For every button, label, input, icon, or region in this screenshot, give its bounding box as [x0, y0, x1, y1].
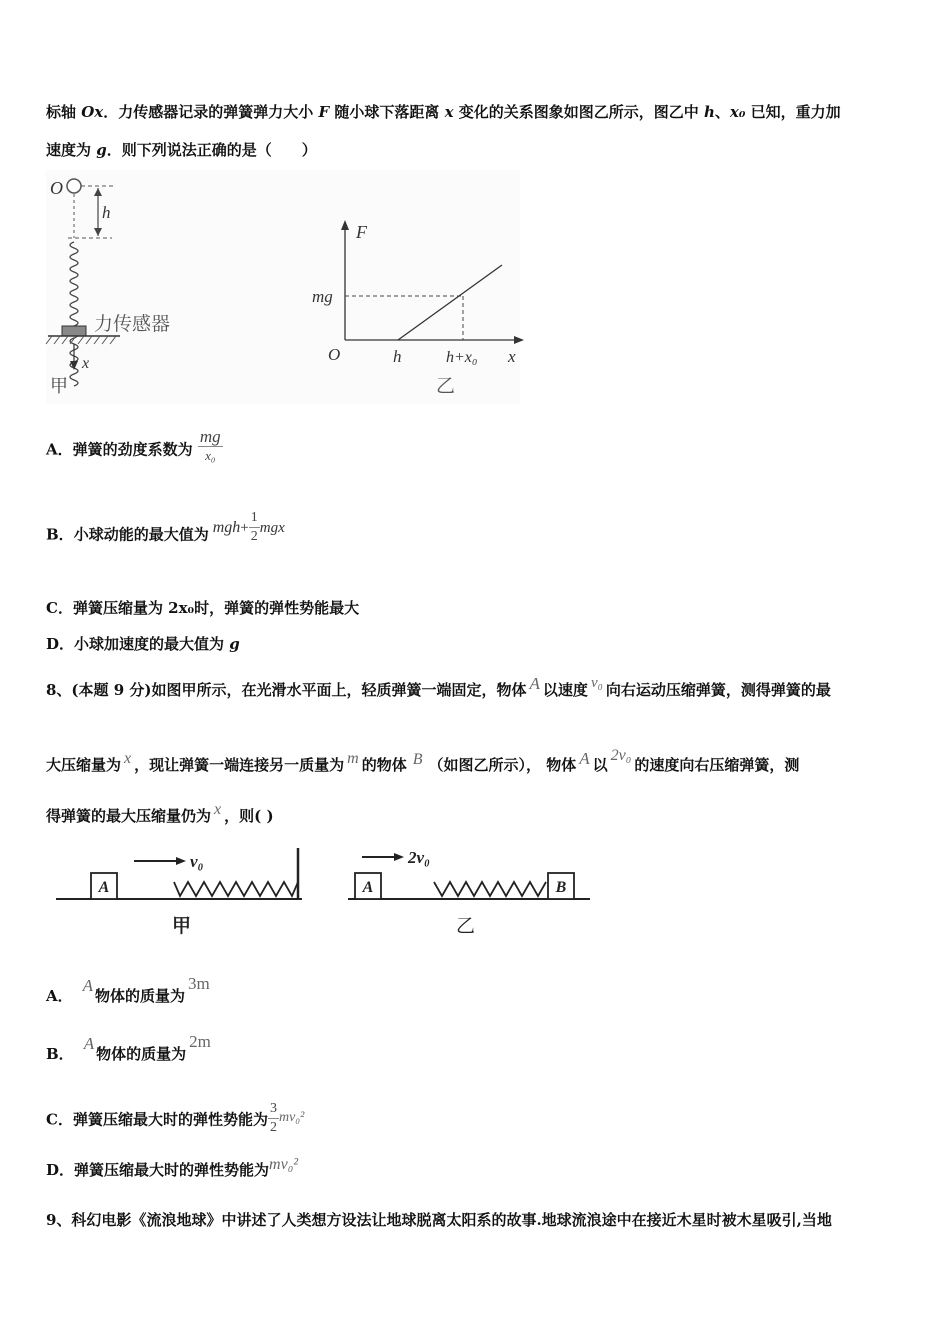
q9-line: 9、科幻电影《流浪地球》中讲述了人类想方设法让地球脱离太阳系的故事.地球流浪途中在接近木星时被木星吸引,当地 — [46, 1211, 832, 1229]
graph-h-tick: h — [393, 347, 402, 366]
graph-origin: O — [328, 345, 341, 364]
caption-jia-8: 甲 — [172, 916, 192, 937]
q8-line-2: 大压缩量为 x ，现让弹簧一端连接另一质量为 m 的物体 B （如图乙所示）， 物体 A 以2v₀的速度向右压缩弹簧，测 — [46, 747, 800, 774]
q8-line-3: 得弹簧的最大压缩量仍为 x ，则( ) — [46, 801, 274, 825]
caption-yi-8: 乙 — [456, 916, 476, 937]
origin-label: O — [50, 178, 63, 198]
sensor-label: 力传感器 — [94, 314, 171, 335]
caption-yi: 乙 — [436, 376, 456, 397]
graph-hx0-tick: h+x₀ — [446, 349, 478, 366]
setup-jia — [56, 848, 302, 937]
block-A-label-jia: A — [98, 879, 110, 896]
intro-line-1: 标轴 Ox．力传感器记录的弹簧弹力大小 F 随小球下落距离 x 变化的关系图象如图乙所示，图乙中 h、x₀ 已知，重力加 — [46, 103, 841, 121]
block-A-label-yi: A — [362, 879, 374, 896]
F-axis-label: F — [356, 222, 367, 242]
figure-8 — [50, 842, 595, 942]
setup-yi — [348, 848, 590, 937]
q8-line-1: 8、(本题 9 分)如图甲所示，在光滑水平面上，轻质弹簧一端固定，物体 A 以速度 v₀ 向右运动压缩弹簧，测得弹簧的最 — [46, 674, 831, 699]
force-sensor — [62, 326, 86, 336]
q7-option-c: C．弹簧压缩量为 2x₀时，弹簧的弹性势能最大 — [46, 599, 360, 617]
block-B-label-yi: B — [555, 879, 567, 896]
q7-a-fraction: $\frac{mg}{\text{x₀}}$ — [199, 427, 221, 463]
spring-jia — [174, 882, 298, 896]
spring-yi — [434, 882, 546, 896]
h-label: h — [102, 203, 111, 222]
q8-option-c: C．弹簧压缩最大时的弹性势能为 $\frac{3}{2}$ mv₀² — [46, 1101, 305, 1135]
velocity-label-yi: 2v₀ — [408, 848, 430, 867]
q7-option-d: D．小球加速度的最大值为 g — [46, 635, 240, 653]
x-axis-label: x — [82, 355, 90, 372]
intro-line-2: 速度为 g．则下列说法正确的是（ ） — [46, 141, 317, 159]
figure-7-background — [46, 170, 520, 404]
q8-option-d: D．弹簧压缩最大时的弹性势能为mv₀² — [46, 1156, 299, 1179]
q7-option-a: A．弹簧的劲度系数为 $\frac{mg}{\text{x₀}}$ — [46, 427, 221, 463]
figure-7 — [40, 168, 530, 408]
mg-label: mg — [312, 287, 333, 306]
graph-x-label: x — [508, 347, 516, 366]
caption-jia: 甲 — [50, 376, 68, 396]
q8-option-a: A．A物体的质量为3m — [46, 974, 210, 1005]
ball — [67, 179, 81, 193]
velocity-label-jia: v₀ — [190, 852, 204, 871]
q8-option-b: B．A物体的质量为2m — [46, 1032, 211, 1063]
q7-option-b: B．小球动能的最大值为 mgh+ $\frac{1}{2}$ mgx — [46, 510, 285, 544]
